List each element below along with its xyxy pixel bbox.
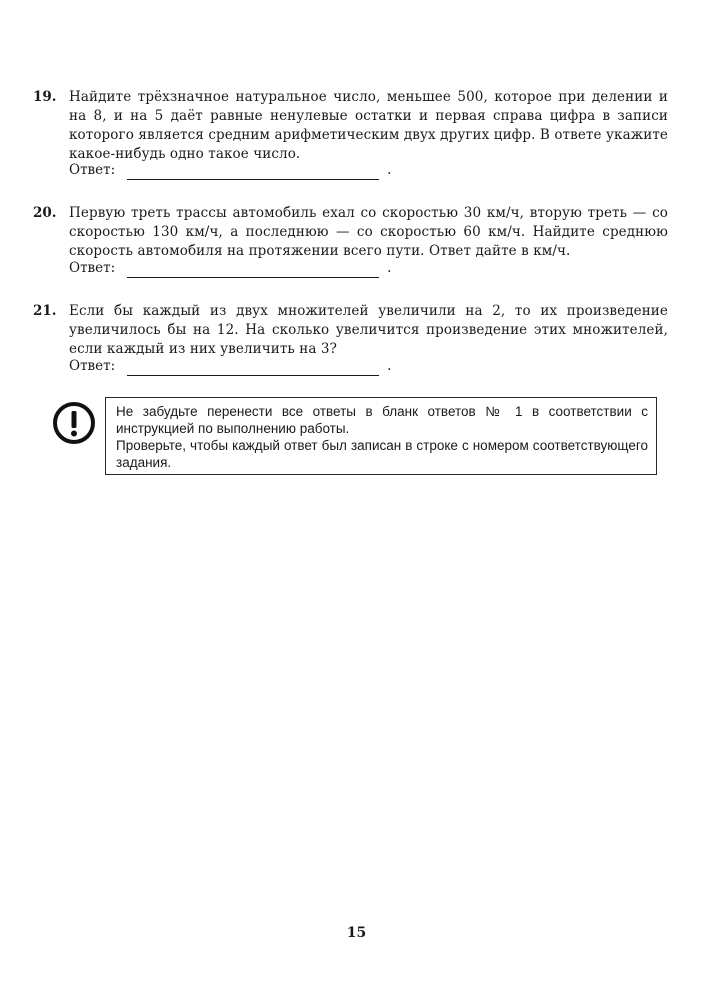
problem-text: Первую треть трассы автомобиль ехал со скоростью 30 км/ч, вторую треть — со скоростью 130 км/ч, а последнюю — со скоростью 60 км/ч. Найдите среднюю скорость автомобиля на протяжении всего пути. Ответ дайте в км/ч. [69,205,668,259]
problem-21 [33,302,668,359]
problem-19 [33,88,668,164]
answer-row-19 [69,161,391,180]
answer-field[interactable] [127,264,379,278]
answer-label: Ответ: [69,162,116,178]
answer-label: Ответ: [69,260,116,276]
answer-field[interactable] [127,362,379,376]
answer-field[interactable] [127,166,379,180]
answer-end: . [387,260,392,276]
answer-row-20 [69,259,391,278]
answer-label: Ответ: [69,358,116,374]
problem-number: 21. [33,303,57,319]
page-number: 15 [346,925,367,941]
notice-box [105,397,657,475]
problem-20 [33,204,668,261]
notice-paragraph-1: Не забудьте перенести все ответы в бланк ответов № 1 в соответствии с инструкцией по выполнению работы. [116,404,648,436]
notice-paragraph-2: Проверьте, чтобы каждый ответ был записан в строке с номером соответствующего задания. [116,438,648,470]
answer-end: . [387,162,392,178]
problem-text: Если бы каждый из двух множителей увеличили на 2, то их произведение увеличилось бы на 12. На сколько увеличится произведение этих множителей, если каждый из них увеличить на 3? [69,303,668,357]
problem-number: 19. [33,89,57,105]
exclamation-circle-icon [52,401,96,445]
problem-number: 20. [33,205,57,221]
answer-end: . [387,358,392,374]
problem-text: Найдите трёхзначное натуральное число, меньшее 500, которое при делении и на 8, и на 5 даёт равные ненулевые остатки и первая справа цифра в записи которого является средним арифметическим двух других цифр. В ответе укажите какое-нибудь одно такое число. [69,89,668,162]
answer-row-21 [69,357,391,376]
